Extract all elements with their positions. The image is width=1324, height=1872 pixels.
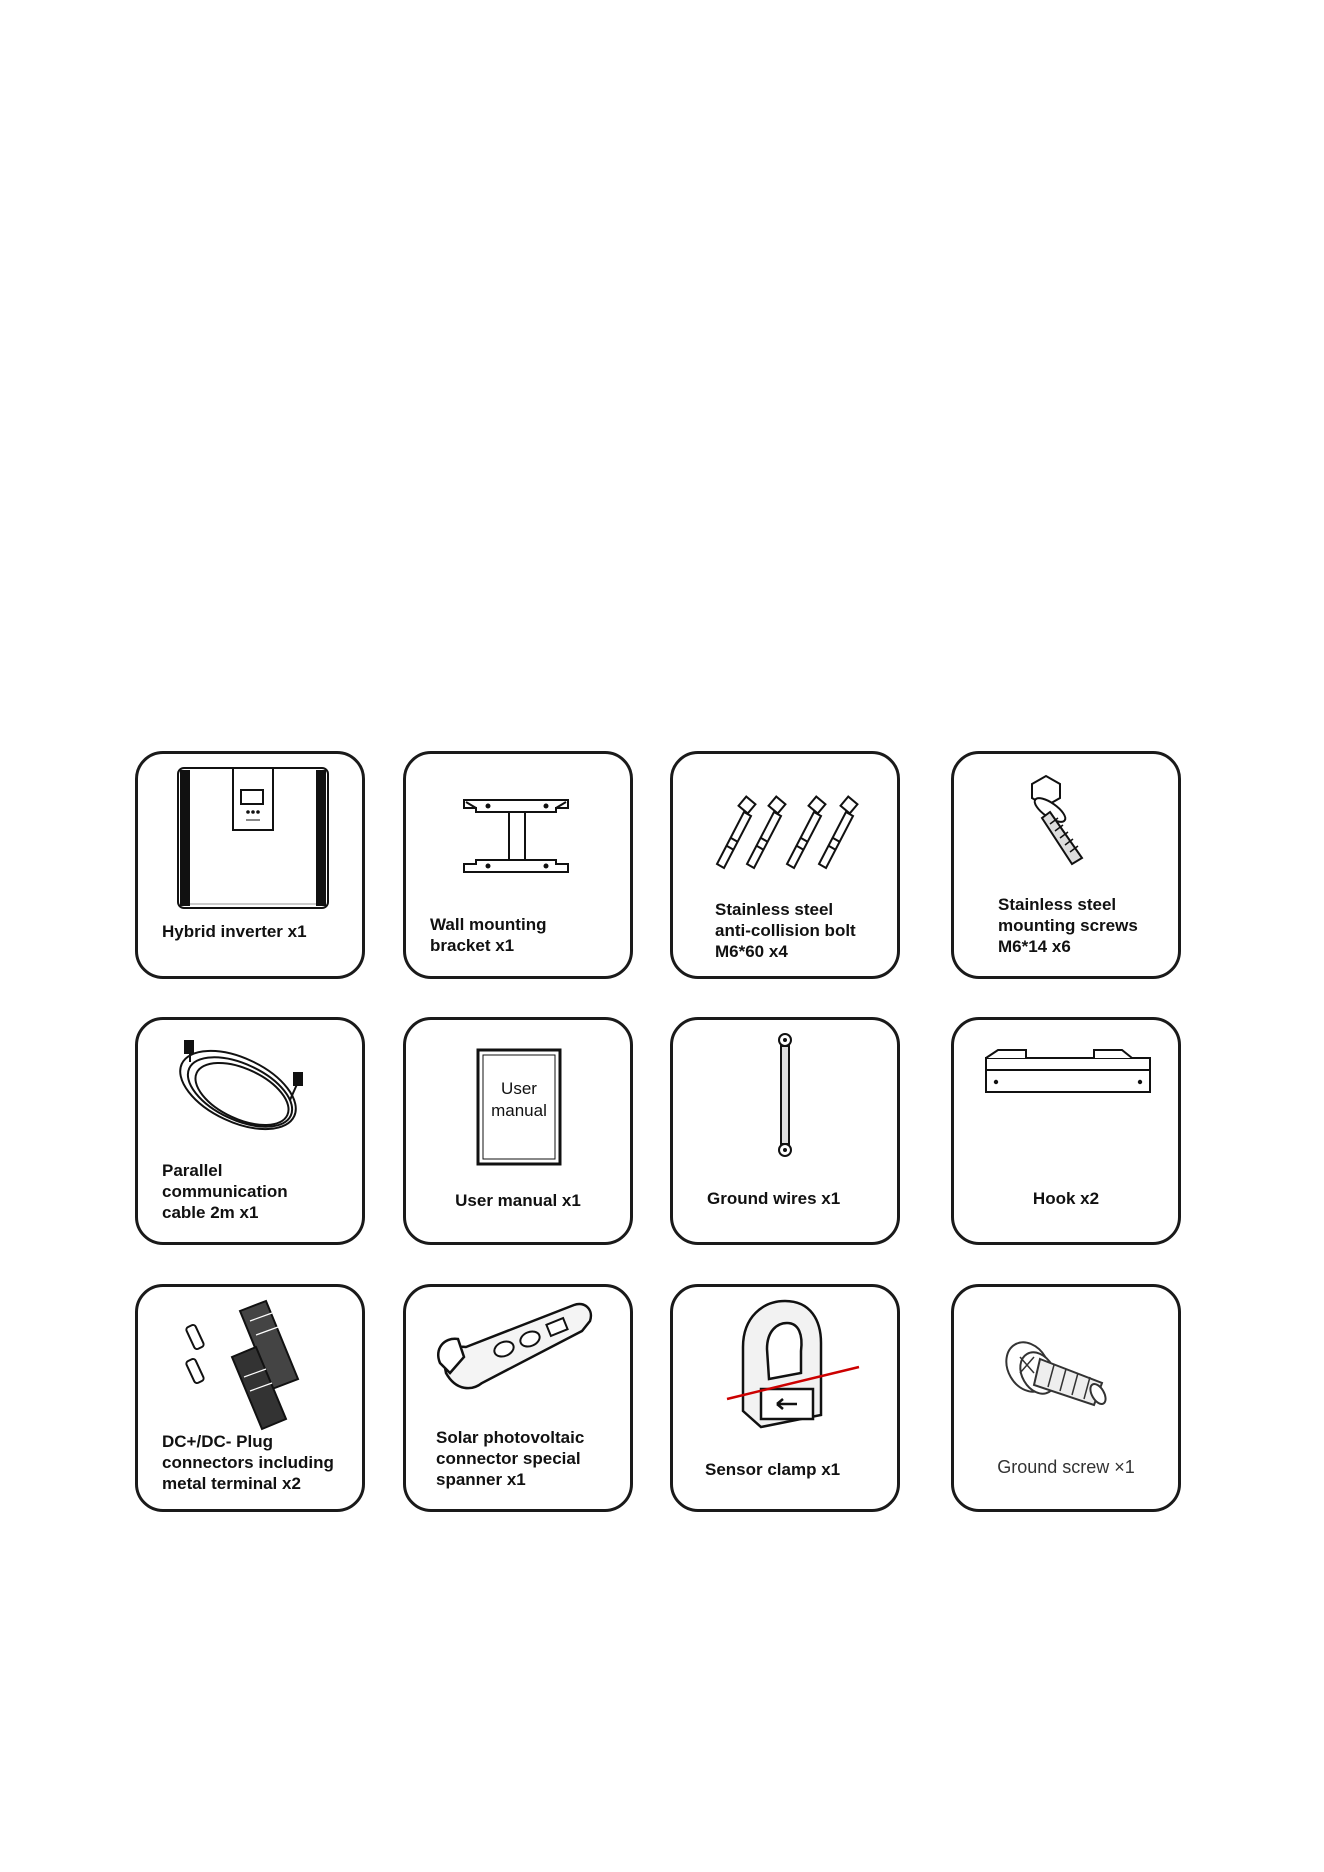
item-card-parallel-cable <box>135 1017 365 1245</box>
item-label: Ground wires x1 <box>707 1189 841 1208</box>
item-card-ground-screw <box>951 1284 1181 1512</box>
item-label: Hook x2 <box>1032 1189 1100 1208</box>
item-card-sensor-clamp <box>670 1284 900 1512</box>
item-label: Parallel communication cable 2m x1 <box>162 1161 288 1222</box>
book-text-line-2: manual <box>491 1101 547 1120</box>
item-label: User manual x1 <box>455 1191 581 1210</box>
item-card-mounting-screw <box>951 751 1181 979</box>
item-card-dc-plug <box>135 1284 365 1512</box>
item-label: Stainless steel mounting screws M6*14 x6 <box>998 895 1138 956</box>
item-label: Sensor clamp x1 <box>705 1460 841 1479</box>
item-card-user-manual <box>403 1017 633 1245</box>
item-label: Hybrid inverter x1 <box>162 922 307 941</box>
item-label: Wall mounting bracket x1 <box>430 915 547 955</box>
accessories-grid <box>135 751 1188 1513</box>
item-card-hybrid-inverter <box>135 751 365 979</box>
item-label: Solar photovoltaic connector special spanner x1 <box>436 1428 585 1489</box>
item-card-wall-bracket <box>403 751 633 979</box>
item-label: DC+/DC- Plug connectors including metal terminal x2 <box>162 1432 334 1493</box>
item-card-hook <box>951 1017 1181 1245</box>
book-text-line-1: User <box>501 1079 537 1098</box>
item-label: Stainless steel anti-collision bolt M6*60 x4 <box>715 900 856 961</box>
item-card-anti-collision-bolt <box>670 751 900 979</box>
item-card-spanner <box>403 1284 633 1512</box>
item-label: Ground screw ×1 <box>997 1457 1135 1477</box>
item-card-ground-wire <box>670 1017 900 1245</box>
hybrid-inverter-icon <box>138 754 362 976</box>
